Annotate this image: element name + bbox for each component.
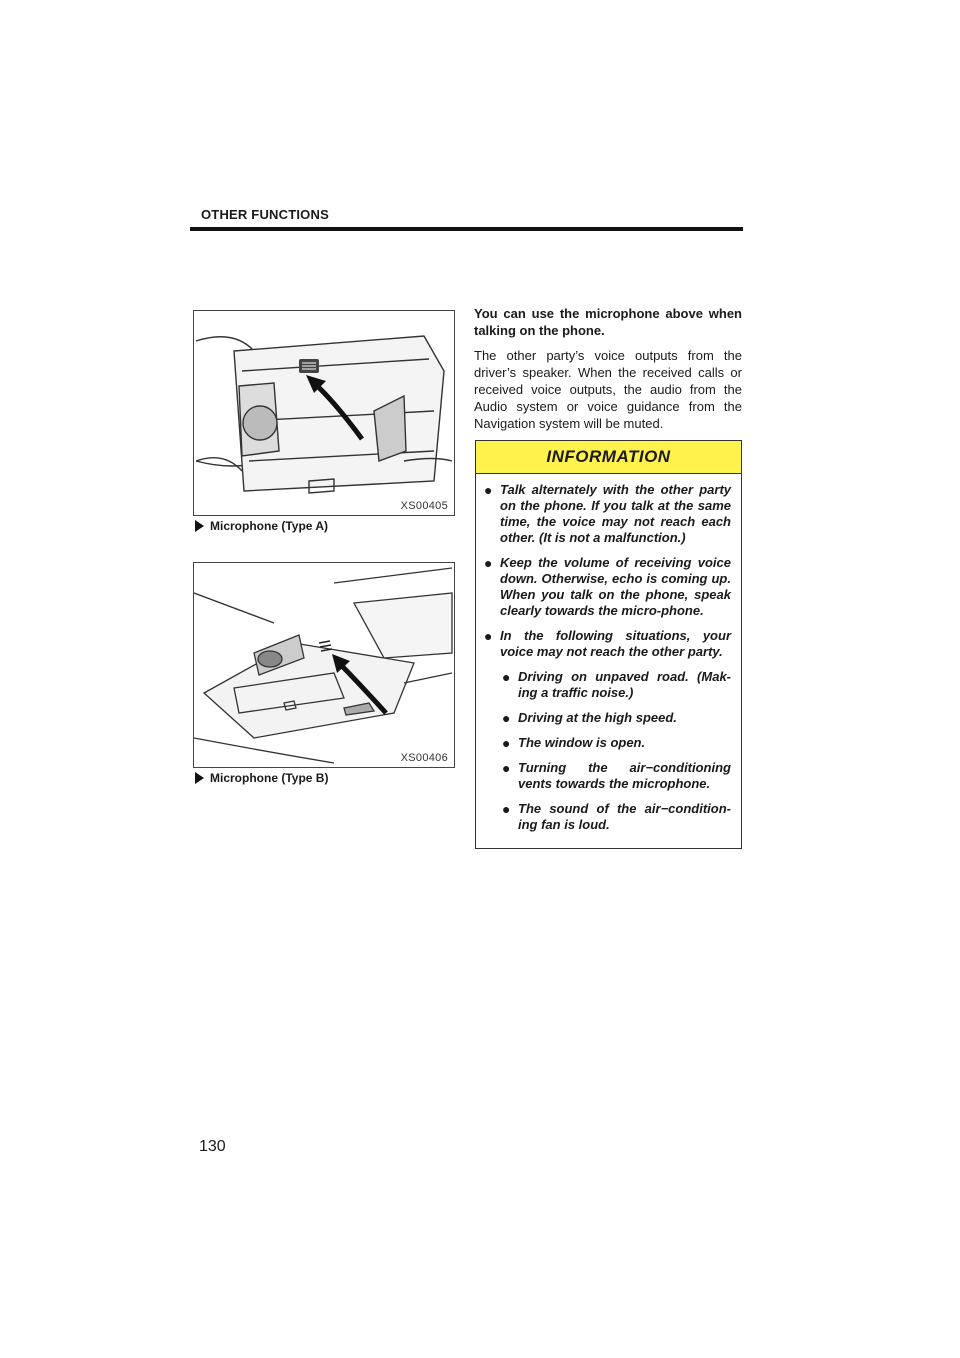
- figure-caption-a: [193, 519, 328, 533]
- sub-list-item-text: Driving on unpaved road. (Mak-ing a traffic noise.): [518, 669, 731, 700]
- bullet-icon: ●: [502, 669, 511, 685]
- figure-microphone-type-b: [193, 562, 455, 768]
- caption-text: Microphone (Type A): [210, 519, 328, 533]
- main-text-column: [474, 305, 742, 432]
- figure-code: XS00405: [400, 500, 448, 512]
- bullet-icon: ●: [484, 482, 493, 498]
- list-item: [484, 555, 731, 619]
- list-item-text: Talk alternately with the other party on the phone. If you talk at the same time, the voice may not reach each other. (It is not a malfunction.): [500, 482, 731, 545]
- sub-list-item-text: The sound of the air−condition-ing fan is loud.: [518, 801, 731, 832]
- list-item-text: Keep the volume of receiving voice down. Otherwise, echo is coming up. When you talk on the phone, speak clearly towards the micro-phone.: [500, 555, 731, 618]
- section-title: OTHER FUNCTIONS: [201, 207, 329, 222]
- information-title: INFORMATION: [546, 447, 671, 466]
- sub-list-item: [484, 801, 731, 833]
- information-box: [475, 440, 742, 849]
- lead-paragraph: You can use the microphone above when talking on the phone.: [474, 306, 742, 338]
- information-header: [476, 441, 741, 474]
- header-rule: [190, 227, 743, 231]
- information-list: [476, 474, 741, 833]
- body-paragraph: The other party’s voice outputs from the driver’s speaker. When the received calls or received voice outputs, the audio from the Audio system or voice guidance from the Navigation system will be muted.: [474, 348, 742, 431]
- sub-list-item-text: Driving at the high speed.: [518, 710, 677, 725]
- list-item: [484, 628, 731, 660]
- list-item-text: In the following situations, your voice may not reach the other party.: [500, 628, 731, 659]
- sub-list-item-text: The window is open.: [518, 735, 646, 750]
- page-number: 130: [199, 1138, 226, 1155]
- bullet-icon: ●: [502, 760, 511, 776]
- overhead-console-illustration-b: [194, 563, 454, 767]
- bullet-icon: ●: [484, 628, 493, 644]
- figure-code: XS00406: [400, 752, 448, 764]
- sub-list-item: [484, 735, 731, 751]
- sub-list-item: [484, 710, 731, 726]
- bullet-icon: ●: [484, 555, 493, 571]
- bullet-icon: ●: [502, 710, 511, 726]
- pointer-triangle-icon: [195, 520, 204, 532]
- bullet-icon: ●: [502, 735, 511, 751]
- figure-caption-b: [193, 771, 328, 785]
- overhead-console-illustration-a: [194, 311, 454, 515]
- pointer-triangle-icon: [195, 772, 204, 784]
- figure-microphone-type-a: [193, 310, 455, 516]
- caption-text: Microphone (Type B): [210, 771, 329, 785]
- bullet-icon: ●: [502, 801, 511, 817]
- sub-list-item: [484, 760, 731, 792]
- sub-list-item-text: Turning the air−conditioning vents towards the microphone.: [518, 760, 731, 791]
- list-item: [484, 482, 731, 546]
- sub-list-item: [484, 669, 731, 701]
